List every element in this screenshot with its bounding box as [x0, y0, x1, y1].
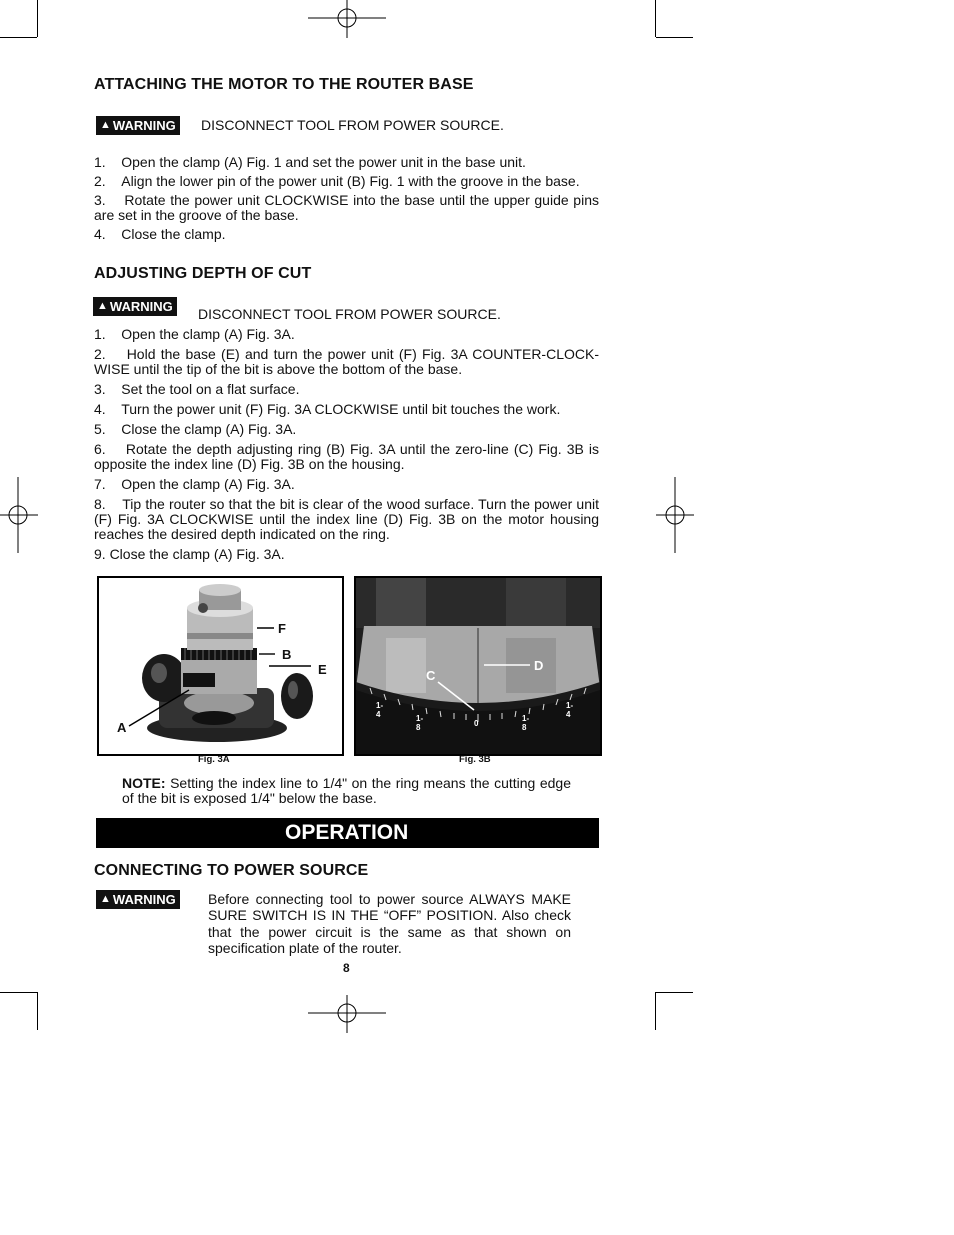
warning-text-2: DISCONNECT TOOL FROM POWER SOURCE.	[198, 306, 501, 322]
label-b: B	[282, 647, 292, 662]
list-item: 5. Close the clamp (A) Fig. 3A.	[94, 421, 297, 437]
warning-badge: ▲ WARNING	[93, 297, 177, 316]
warning-text-1: DISCONNECT TOOL FROM POWER SOURCE.	[201, 117, 504, 133]
list-item: 3. Rotate the power unit CLOCKWISE into the base until the upper guide pins are set in the groove of the base.	[94, 192, 599, 223]
registration-mark-right	[656, 477, 696, 553]
list-item: 2. Align the lower pin of the power unit (B) Fig. 1 with the groove in the base.	[94, 173, 580, 189]
label-e: E	[318, 662, 327, 677]
list-item: 6. Rotate the depth adjusting ring (B) Fig. 3A until the zero-line (C) Fig. 3B is opposite the index line (D) Fig. 3B on the housing.	[94, 441, 599, 472]
fig-3b-caption: Fig. 3B	[459, 754, 491, 765]
warning-triangle-icon: ▲	[100, 119, 111, 131]
step-list-1	[94, 155, 599, 242]
fig-3a-caption: Fig. 3A	[198, 754, 230, 765]
figure-3b	[354, 576, 602, 756]
label-c: C	[426, 668, 436, 683]
scale-label: 1-8	[522, 714, 530, 732]
scale-label: 1-8	[416, 714, 424, 732]
page-number: 8	[343, 961, 350, 975]
warning-triangle-icon: ▲	[100, 893, 111, 905]
registration-mark-left	[0, 477, 40, 553]
warning-row-1	[96, 115, 180, 135]
heading-connecting-power: CONNECTING TO POWER SOURCE	[94, 862, 369, 879]
label-f: F	[278, 621, 287, 636]
registration-mark-top	[308, 0, 386, 40]
list-item: 8. Tip the router so that the bit is clear of the wood surface. Turn the power unit (F) Fig. 3A CLOCKWISE until the index line (D) Fig. 3B on the motor housing reaches the desired depth indicated on the ring.	[94, 496, 599, 542]
figure-3a	[97, 576, 344, 756]
scale-label: 1-4	[566, 701, 574, 719]
list-item: 9. Close the clamp (A) Fig. 3A.	[94, 546, 285, 562]
registration-mark-bottom	[308, 993, 386, 1033]
list-item: 1. Open the clamp (A) Fig. 3A.	[94, 326, 295, 342]
router-illustration	[99, 578, 342, 754]
list-item: 2. Hold the base (E) and turn the power unit (F) Fig. 3A COUNTER-CLOCK-WISE until the tip of the bit is above the bottom of the base.	[94, 346, 599, 377]
operation-title: OPERATION	[285, 821, 409, 844]
label-d: D	[534, 658, 544, 673]
heading-adjusting-depth: ADJUSTING DEPTH OF CUT	[94, 265, 312, 282]
warning-row-3	[96, 889, 180, 909]
list-item: 3. Set the tool on a flat surface.	[94, 381, 300, 397]
warning-row-2	[93, 296, 177, 316]
warning-triangle-icon: ▲	[97, 300, 108, 312]
list-item: 1. Open the clamp (A) Fig. 1 and set the power unit in the base unit.	[94, 154, 526, 170]
note-paragraph	[122, 776, 571, 806]
label-a: A	[117, 720, 127, 735]
warning-badge: ▲ WARNING	[96, 116, 180, 135]
list-item: 7. Open the clamp (A) Fig. 3A.	[94, 476, 295, 492]
warning-text-3: Before connecting tool to power source ALWAYS MAKE SURE SWITCH IS IN THE “OFF” POSITION. Also check that the power circuit is the same as that shown on specification plate of the router.	[208, 891, 571, 956]
note-text: Setting the index line to 1/4" on the ring means the cutting edge of the bit is exposed 1/4" below the base.	[122, 775, 571, 806]
warning-badge: ▲ WARNING	[96, 890, 180, 909]
heading-attaching-motor: ATTACHING THE MOTOR TO THE ROUTER BASE	[94, 76, 474, 93]
scale-label: 1-4	[376, 701, 384, 719]
scale-label: 0	[474, 719, 479, 728]
list-item: 4. Close the clamp.	[94, 226, 226, 242]
note-label: NOTE:	[122, 775, 166, 791]
step-list-2	[94, 327, 599, 562]
list-item: 4. Turn the power unit (F) Fig. 3A CLOCKWISE until bit touches the work.	[94, 401, 561, 417]
operation-title-bar	[96, 818, 599, 848]
